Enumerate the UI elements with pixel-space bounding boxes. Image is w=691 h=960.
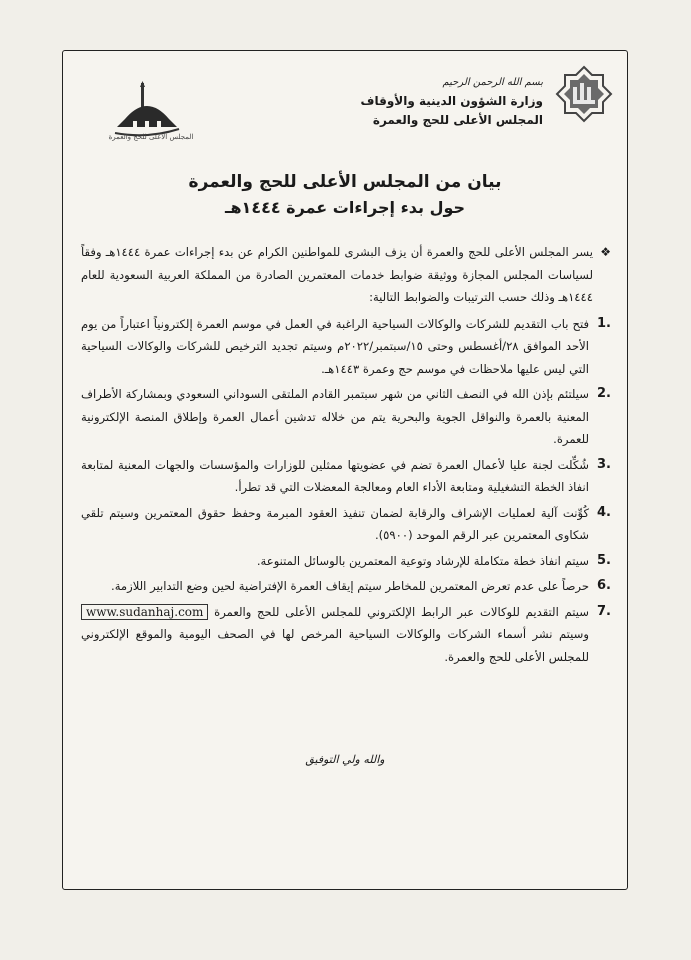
item-text: حرصاً على عدم تعرض المعتمرين للمخاطر سيتم إيقاف العمرة الإفتراضية لحين وضع التدابير اللازمة. [111, 579, 589, 593]
item-number: 2. [597, 386, 611, 401]
list-item [81, 313, 611, 381]
mosque-logo-icon [111, 81, 183, 139]
intro-text: يسر المجلس الأعلى للحج والعمرة أن يزف البشرى للمواطنين الكرام عن بدء إجراءات عمرة ١٤٤٤هـ وفقاً لسياسات المجلس المجازة ووثيقة ضوابط خدمات المعتمرين الصادرة من المملكة العربية السعودية للعام ١٤٤٤هـ وذلك حسب الترتيبات والضوابط التالية: [81, 245, 593, 304]
basmala: بسم الله الرحمن الرحيم [442, 77, 543, 88]
item-number: 4. [597, 504, 611, 520]
statement-body [81, 241, 611, 671]
website-link[interactable]: www.sudanhaj.com [81, 604, 208, 620]
item-text-after-link: وسيتم نشر أسماء الشركات والوكالات السياحية المرخص لها في الصحف اليومية والموقع الإلكتروني للمجلس الأعلى للحج والعمرة. [81, 627, 589, 664]
ministry-name: وزارة الشؤون الدينية والأوقاف [360, 94, 543, 108]
letterhead-text [361, 73, 543, 130]
item-number: 5. [597, 552, 611, 568]
statement-title [63, 169, 627, 221]
item-text: فتح باب التقديم للشركات والوكالات السياحية الراغبة في العمل في موسم العمرة إلكترونياً اعتباراً من يوم الأحد الموافق ٢٨/أغسطس وحتى ١٥/سبتمبر/٢٠٢٢م وسيتم تجديد الترخيص للشركات والوكالات السياحية التي ليس عليها ملاحظات في موسم حج وعمرة ١٤٤٣هـ. [81, 316, 589, 376]
item-text-before-link: سيتم التقديم للوكالات عبر الرابط الإلكتروني للمجلس الأعلى للحج والعمرة [214, 604, 589, 619]
closing-signature: والله ولي التوفيق [305, 753, 385, 766]
document-frame [62, 50, 628, 890]
council-name: المجلس الأعلى للحج والعمرة [372, 113, 543, 127]
bullet-icon: ❖ [600, 245, 611, 259]
left-logo-caption: المجلس الأعلى للحج والعمرة [108, 133, 194, 141]
item-number: 3. [597, 456, 611, 472]
list-item [81, 383, 611, 451]
item-text: سيلتئم بإذن الله في النصف الثاني من شهر سبتمبر القادم الملتقى السوداني السعودي وبمشاركة الأطراف المعنية بالعمرة والنواقل الجوية والبحرية يتم من خلاله تدشين أعمال العمرة وإطلاق المنصة الإلكترونية للعمرة. [81, 387, 589, 446]
item-number: 1. [597, 315, 611, 331]
list-item [81, 454, 611, 499]
item-text: سيتم انفاذ خطة متكاملة للإرشاد وتوعية المعتمرين بالوسائل المتنوعة. [256, 553, 589, 568]
council-emblem-icon [555, 65, 613, 123]
title-line-2: حول بدء إجراءات عمرة ١٤٤٤هـ [224, 198, 466, 217]
list-item [81, 502, 611, 547]
measures-list [81, 313, 611, 669]
list-item [81, 575, 611, 598]
title-line-1: بيان من المجلس الأعلى للحج والعمرة [188, 172, 502, 192]
letterhead [63, 51, 627, 151]
intro-paragraph [81, 241, 611, 309]
list-item [81, 601, 611, 669]
list-item [81, 550, 611, 573]
item-number: 7. [597, 603, 611, 619]
item-text: كُوِّنت آلية لعمليات الإشراف والرقابة لضمان تنفيذ العقود المبرمة وحفظ حقوق المعتمرين وسيتم تلقي شكاوى المعتمرين عبر الرقم الموحد (٥٩٠٠). [81, 505, 589, 542]
item-text: شُكِّلت لجنة عليا لأعمال العمرة تضم في عضويتها ممثلين للوزارات والمؤسسات والجهات المعنية لمتابعة انفاذ الخطة التشغيلية ومتابعة الأداء العام ومعالجة المعضلات التي قد تطرأ. [81, 457, 589, 494]
item-number: 6. [597, 578, 611, 593]
